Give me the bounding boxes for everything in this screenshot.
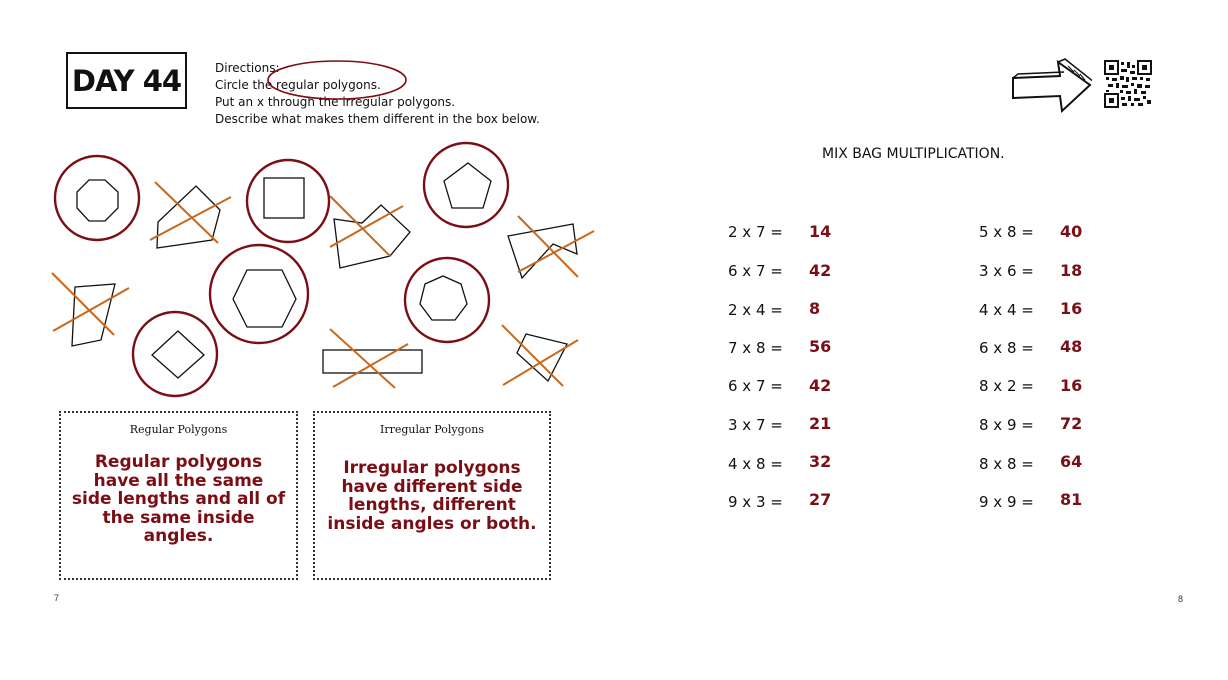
qr-code-icon — [1104, 60, 1152, 108]
irregular-polygons-box — [313, 411, 551, 580]
day-label: DAY 44 — [71, 63, 182, 98]
answer-right-1: 40 — [1060, 222, 1083, 241]
irregular-polygons-answer: Irregular polygons have different side lengths, different inside angles or both. — [327, 458, 537, 534]
problem-right-3: 4 x 4 = — [979, 301, 1034, 319]
answer-right-8: 81 — [1060, 490, 1083, 509]
problem-left-5: 6 x 7 = — [728, 377, 783, 395]
polygon-worksheet — [0, 0, 620, 410]
irregular-hexagon — [330, 196, 410, 268]
problem-right-1: 5 x 8 = — [979, 223, 1034, 241]
problem-right-8: 9 x 9 = — [979, 493, 1034, 511]
problem-left-7: 4 x 8 = — [728, 455, 783, 473]
answer-right-7: 64 — [1060, 452, 1083, 471]
answer-left-7: 32 — [809, 452, 832, 471]
regular-octagon — [55, 156, 139, 240]
regular-pentagon — [424, 143, 508, 227]
directions-line: Put an x through the irregular polygons. — [215, 95, 456, 109]
answer-right-5: 16 — [1060, 376, 1083, 395]
answer-left-4: 56 — [809, 337, 832, 356]
directions-line: Directions: — [215, 61, 280, 75]
arrow-right-icon[interactable] — [1010, 58, 1092, 116]
regular-polygons-heading: Regular Polygons — [129, 423, 228, 436]
problem-left-3: 2 x 4 = — [728, 301, 783, 319]
directions-oval — [268, 61, 406, 99]
answer-left-3: 8 — [809, 299, 821, 318]
answer-right-3: 16 — [1060, 299, 1083, 318]
irregular-quadrilateral — [508, 216, 594, 278]
answer-right-2: 18 — [1060, 261, 1083, 280]
problem-right-2: 3 x 6 = — [979, 262, 1034, 280]
problem-left-2: 6 x 7 = — [728, 262, 783, 280]
regular-heptagon — [405, 258, 489, 342]
regular-polygons-answer: Regular polygons have all the same side lengths and all of the same inside angles. — [71, 452, 286, 546]
regular-polygons-box — [59, 411, 298, 580]
problem-right-7: 8 x 8 = — [979, 455, 1034, 473]
answer-left-8: 27 — [809, 490, 832, 509]
problem-right-6: 8 x 9 = — [979, 416, 1034, 434]
problem-right-4: 6 x 8 = — [979, 339, 1034, 357]
directions-line: Circle the regular polygons. — [215, 78, 381, 92]
answer-left-1: 14 — [809, 222, 832, 241]
irregular-polygons-heading: Irregular Polygons — [379, 423, 485, 436]
answer-right-6: 72 — [1060, 414, 1083, 433]
problem-right-5: 8 x 2 = — [979, 377, 1034, 395]
answer-left-5: 42 — [809, 376, 832, 395]
page-number-right: 8 — [1178, 594, 1184, 604]
problem-left-8: 9 x 3 = — [728, 493, 783, 511]
answer-left-2: 42 — [809, 261, 832, 280]
problem-left-1: 2 x 7 = — [728, 223, 783, 241]
regular-square — [247, 160, 329, 242]
irregular-trapezoid — [52, 273, 129, 346]
answer-right-4: 48 — [1060, 337, 1083, 356]
irregular-rectangle — [323, 329, 422, 388]
multiplication-title: MIX BAG MULTIPLICATION. — [822, 146, 1005, 162]
regular-hexagon — [210, 245, 308, 343]
regular-diamond — [133, 312, 217, 396]
answer-left-6: 21 — [809, 414, 832, 433]
directions-line: Describe what makes them different in the box below. — [215, 112, 540, 126]
page-number-left: 7 — [54, 593, 60, 603]
problem-left-6: 3 x 7 = — [728, 416, 783, 434]
irregular-kite — [502, 325, 578, 386]
problem-left-4: 7 x 8 = — [728, 339, 783, 357]
irregular-pentagon — [150, 182, 231, 248]
